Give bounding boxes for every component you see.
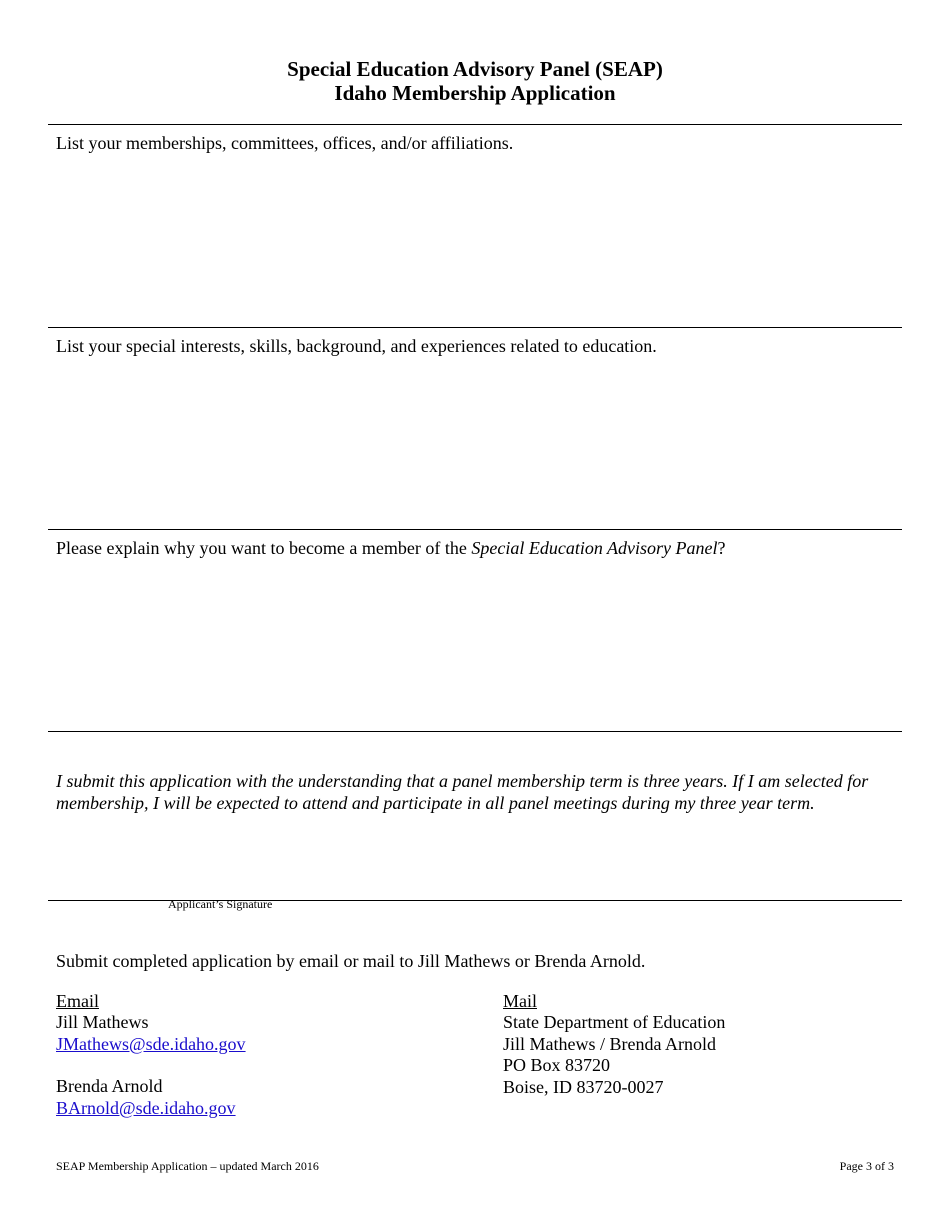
footer-document-info: SEAP Membership Application – updated March 2016 — [56, 1159, 319, 1173]
submission-instructions: Submit completed application by email or mail to Jill Mathews or Brenda Arnold. — [56, 951, 646, 971]
section-divider — [48, 327, 902, 328]
spacer — [56, 1055, 246, 1076]
panel-name-emphasis: Special Education Advisory Panel — [471, 538, 718, 558]
question-interests: List your special interests, skills, background, and experiences related to education. — [56, 336, 657, 356]
section-divider — [48, 731, 902, 732]
section-divider — [48, 124, 902, 125]
signature-label: Applicant’s Signature — [168, 897, 273, 911]
question-mark: ? — [717, 538, 726, 558]
mail-address — [503, 991, 725, 1098]
page-title: Special Education Advisory Panel (SEAP) — [287, 57, 663, 81]
membership-statement: I submit this application with the understanding that a panel membership term is three years. If I am selected for membership, I will be expected to attend and participate in all panel meetings during my three year term. — [56, 771, 869, 813]
contact-name: Brenda Arnold — [56, 1076, 163, 1097]
question-text: Please explain why you want to become a member of the — [56, 538, 472, 558]
email-link-barnold[interactable]: BArnold@sde.idaho.gov — [56, 1097, 236, 1118]
signature-field[interactable] — [48, 830, 902, 898]
why-member-answer-area[interactable] — [48, 563, 902, 729]
memberships-answer-area[interactable] — [48, 158, 902, 324]
footer-page-number: Page 3 of 3 — [839, 1159, 894, 1173]
question-why-member — [56, 537, 726, 559]
question-memberships: List your memberships, committees, offices, and/or affiliations. — [56, 133, 514, 153]
mail-heading: Mail — [503, 991, 537, 1011]
email-link-jmathews[interactable]: JMathews@sde.idaho.gov — [56, 1033, 246, 1054]
section-divider — [48, 529, 902, 530]
address-line: State Department of Education — [503, 1012, 726, 1033]
email-contacts — [56, 991, 246, 1119]
email-heading: Email — [56, 991, 99, 1011]
address-line: Jill Mathews / Brenda Arnold — [503, 1033, 716, 1054]
address-line: PO Box 83720 — [503, 1055, 611, 1076]
address-line: Boise, ID 83720-0027 — [503, 1076, 664, 1097]
contact-name: Jill Mathews — [56, 1012, 149, 1033]
interests-answer-area[interactable] — [48, 361, 902, 526]
page-subtitle: Idaho Membership Application — [334, 81, 616, 105]
